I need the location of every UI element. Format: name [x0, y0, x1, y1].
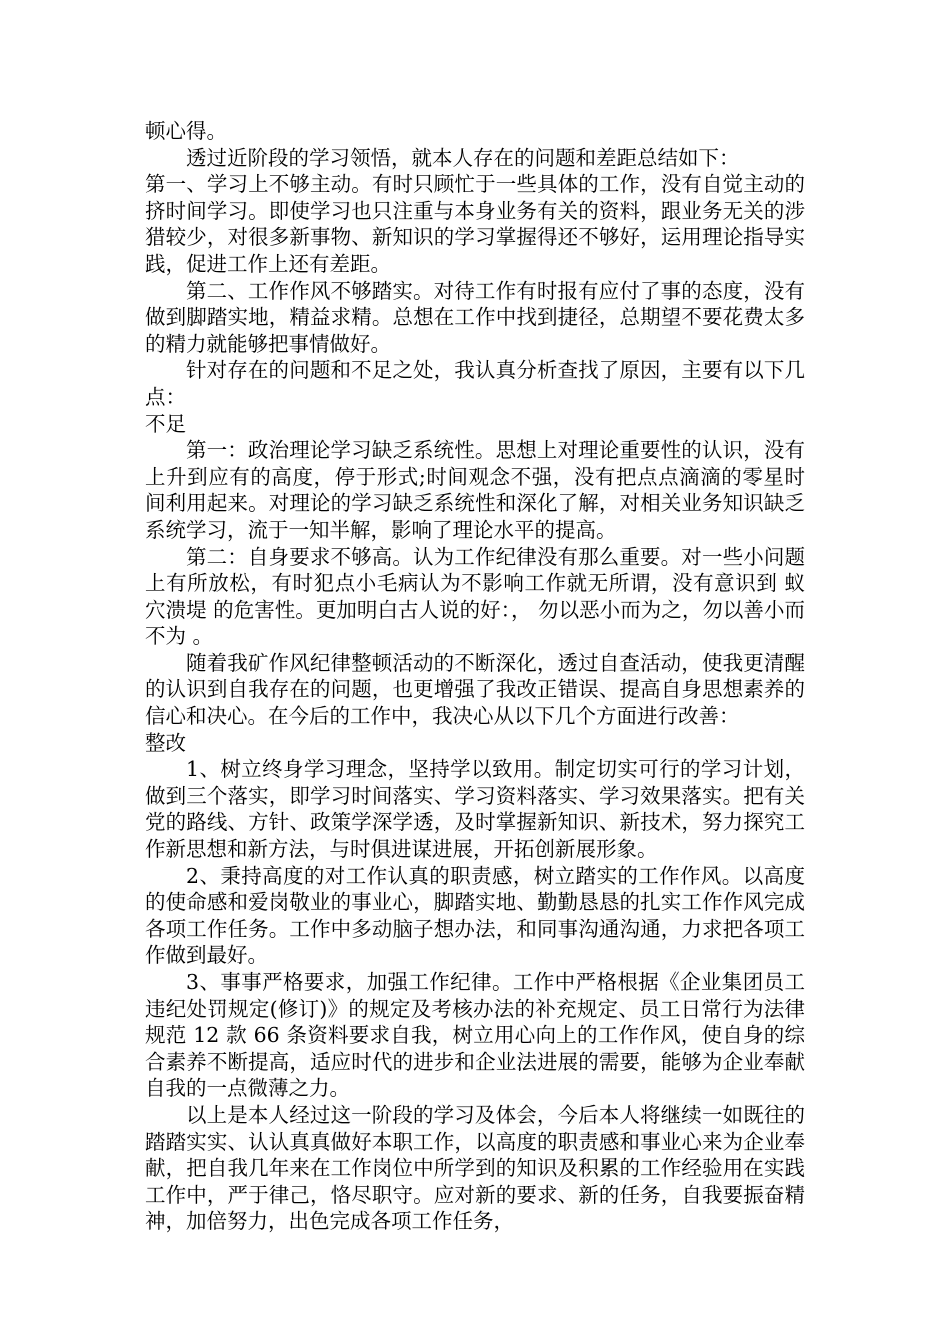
paragraph: 透过近阶段的学习领悟，就本人存在的问题和差距总结如下： [186, 145, 740, 170]
paragraph: 针对存在的问题和不足之处，我认真分析查找了原因，主要有以下几点： [145, 358, 805, 409]
paragraph: 第一：政治理论学习缺乏系统性。思想上对理论重要性的认识，没有上升到应有的高度，停于形式;时间观念不强，没有把点点滴滴的零星时间利用起来。对理论的学习缺乏系统性和深化了解，对相关业务知识缺乏系统学习，流于一知半解，影响了理论水平的提高。 [145, 438, 805, 542]
paragraph: 以上是本人经过这一阶段的学习及体会，今后本人将继续一如既往的踏踏实实、认认真真做好本职工作，以高度的职责感和事业心来为企业奉献，把自我几年来在工作岗位中所学到的知识及积累的工作经验用在实践工作中，严于律己，恪尽职守。应对新的要求、新的任务，自我要振奋精神，加倍努力，出色完成各项工作任务， [145, 1102, 805, 1234]
paragraph: 第二：自身要求不够高。认为工作纪律没有那么重要。对一些小问题上有所放松，有时犯点小毛病认为不影响工作就无所谓，没有意识到 蚁穴溃堤 的危害性。更加明白古人说的好：， 勿以恶小而为之，勿以善小而不为 。 [145, 544, 805, 649]
paragraph: 1、树立终身学习理念，坚持学以致用。制定切实可行的学习计划，做到三个落实，即学习时间落实、学习资料落实、学习效果落实。把有关党的路线、方针、政策学深学透，及时掌握新知识、新技术，努力探究工作新思想和新方法，与时俱进谋进展，开拓创新展形象。 [145, 757, 805, 862]
paragraph: 3、事事严格要求，加强工作纪律。工作中严格根据《企业集团员工违纪处罚规定(修订)》的规定及考核办法的补充规定、员工日常行为法律规范 12 款 66 条资料要求自我，树立用心向上的工作作风，使自身的综合素养不断提高，适应时代的进步和企业法进展的需要，能够为企业奉献自我的一点微薄之力。 [145, 970, 805, 1101]
document-body [145, 118, 805, 1235]
paragraph: 第二、工作作风不够踏实。对待工作有时报有应付了事的态度，没有做到脚踏实地，精益求精。总想在工作中找到捷径，总期望不要花费太多的精力就能够把事情做好。 [145, 278, 805, 356]
paragraph: 随着我矿作风纪律整顿活动的不断深化，透过自查活动，使我更清醒的认识到自我存在的问题，也更增强了我改正错误、提高自身思想素养的信心和决心。在今后的工作中，我决心从以下几个方面进行改善： [145, 650, 805, 729]
paragraph: 第一、学习上不够主动。有时只顾忙于一些具体的工作，没有自觉主动的挤时间学习。即使学习也只注重与本身业务有关的资料，跟业务无关的涉猎较少，对很多新事物、新知识的学习掌握得还不够好，运用理论指导实践，促进工作上还有差距。 [145, 172, 805, 276]
paragraph: 顿心得。 [145, 119, 227, 143]
section-heading: 整改 [145, 730, 186, 755]
paragraph: 2、秉持高度的对工作认真的职责感，树立踏实的工作作风。以高度的使命感和爱岗敬业的事业心，脚踏实地、勤勤恳恳的扎实工作作风完成各项工作任务。工作中多动脑子想办法，和同事沟通沟通，力求把各项工作做到最好。 [145, 863, 805, 968]
section-heading: 不足 [145, 411, 186, 436]
